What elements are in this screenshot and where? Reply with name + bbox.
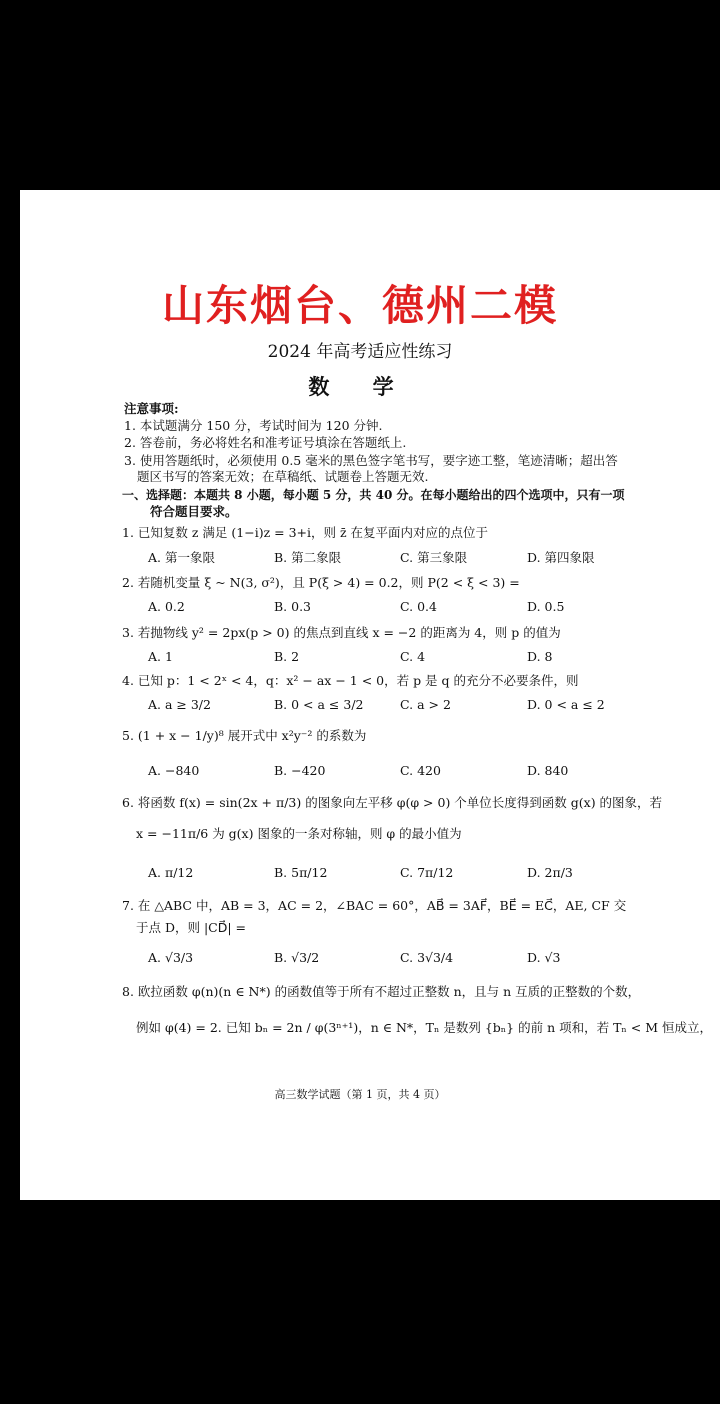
section-heading: 一、选择题：本题共 8 小题，每小题 5 分，共 40 分。在每小题给出的四个选项中，只有一项 <box>122 488 625 502</box>
option-c: C. 第三象限 <box>400 550 468 565</box>
option-c: C. 4 <box>400 649 426 664</box>
question-stem: 6. 将函数 f(x) = sin(2x + π/3) 的图象向左平移 φ(φ > 0) 个单位长度得到函数 g(x) 的图象，若 <box>122 795 663 810</box>
option-c: C. 7π/12 <box>400 865 454 880</box>
option-c: C. 3√3/4 <box>400 950 454 965</box>
exam-title: 2024 年高考适应性练习 <box>267 342 453 362</box>
option-c: C. 420 <box>400 763 441 778</box>
option-d: D. 8 <box>527 649 553 664</box>
question-stem: 3. 若抛物线 y² = 2px(p > 0) 的焦点到直线 x = −2 的距离为 4，则 p 的值为 <box>122 625 561 640</box>
option-d: D. 840 <box>527 763 569 778</box>
option-a: A. −840 <box>148 763 200 778</box>
option-d: D. 0.5 <box>527 599 565 614</box>
question-stem: 8. 欧拉函数 φ(n)(n ∈ N*) 的函数值等于所有不超过正整数 n，且与 n 互质的正整数的个数， <box>122 984 641 999</box>
option-a: A. √3/3 <box>148 950 194 965</box>
notice-heading: 注意事项: <box>124 401 179 416</box>
notice-item: 1. 本试题满分 150 分，考试时间为 120 分钟. <box>124 418 383 433</box>
section-heading-cont: 符合题目要求。 <box>150 504 238 519</box>
option-b: B. 2 <box>274 649 300 664</box>
option-a: A. a ≥ 3/2 <box>148 697 211 712</box>
option-b: B. 0.3 <box>274 599 312 614</box>
subject-title: 数 学 <box>308 374 412 399</box>
option-b: B. √3/2 <box>274 950 320 965</box>
option-a: A. 第一象限 <box>148 550 215 565</box>
option-d: D. 2π/3 <box>527 865 573 880</box>
question-stem-cont: 于点 D，则 |CD⃗| = <box>136 920 247 935</box>
option-a: A. π/12 <box>148 865 194 880</box>
question-stem: 1. 已知复数 z 满足 (1−i)z = 3+i，则 z̄ 在复平面内对应的点位于 <box>122 525 489 540</box>
question-stem-cont: 例如 φ(4) = 2. 已知 bₙ = 2n / φ(3ⁿ⁺¹)，n ∈ N*，Tₙ 是数列 {bₙ} 的前 n 项和，若 Tₙ < M 恒成立， <box>136 1020 713 1035</box>
option-c: C. 0.4 <box>400 599 437 614</box>
page-footer: 高三数学试题（第 1 页，共 4 页） <box>274 1088 446 1101</box>
option-b: B. 0 < a ≤ 3/2 <box>274 697 364 712</box>
option-c: C. a > 2 <box>400 697 451 712</box>
option-b: B. 第二象限 <box>274 550 342 565</box>
question-stem: 7. 在 △ABC 中，AB = 3，AC = 2，∠BAC = 60°，AB⃗ = 3AF⃗，BE⃗ = EC⃗，AE, CF 交 <box>122 898 627 913</box>
banner-title: 山东烟台、德州二模 <box>161 281 558 330</box>
option-a: A. 1 <box>148 649 173 664</box>
option-d: D. 第四象限 <box>527 550 595 565</box>
question-stem: 2. 若随机变量 ξ ~ N(3, σ²)，且 P(ξ > 4) = 0.2，则 P(2 < ξ < 3) = <box>122 575 520 590</box>
notice-item: 3. 使用答题纸时，必须使用 0.5 毫米的黑色签字笔书写，要字迹工整，笔迹清晰；超出答 <box>124 453 618 468</box>
option-b: B. −420 <box>274 763 326 778</box>
option-d: D. √3 <box>527 950 561 965</box>
option-d: D. 0 < a ≤ 2 <box>527 697 605 712</box>
notice-item: 题区书写的答案无效；在草稿纸、试题卷上答题无效. <box>137 469 429 484</box>
option-b: B. 5π/12 <box>274 865 328 880</box>
option-a: A. 0.2 <box>148 599 185 614</box>
question-stem: 5. (1 + x − 1/y)⁸ 展开式中 x²y⁻² 的系数为 <box>122 728 367 743</box>
question-stem-cont: x = −11π/6 为 g(x) 图象的一条对称轴，则 φ 的最小值为 <box>136 826 462 841</box>
notice-item: 2. 答卷前，务必将姓名和准考证号填涂在答题纸上. <box>124 435 407 450</box>
question-stem: 4. 已知 p：1 < 2ˣ < 4，q：x² − ax − 1 < 0，若 p 是 q 的充分不必要条件，则 <box>122 673 579 688</box>
